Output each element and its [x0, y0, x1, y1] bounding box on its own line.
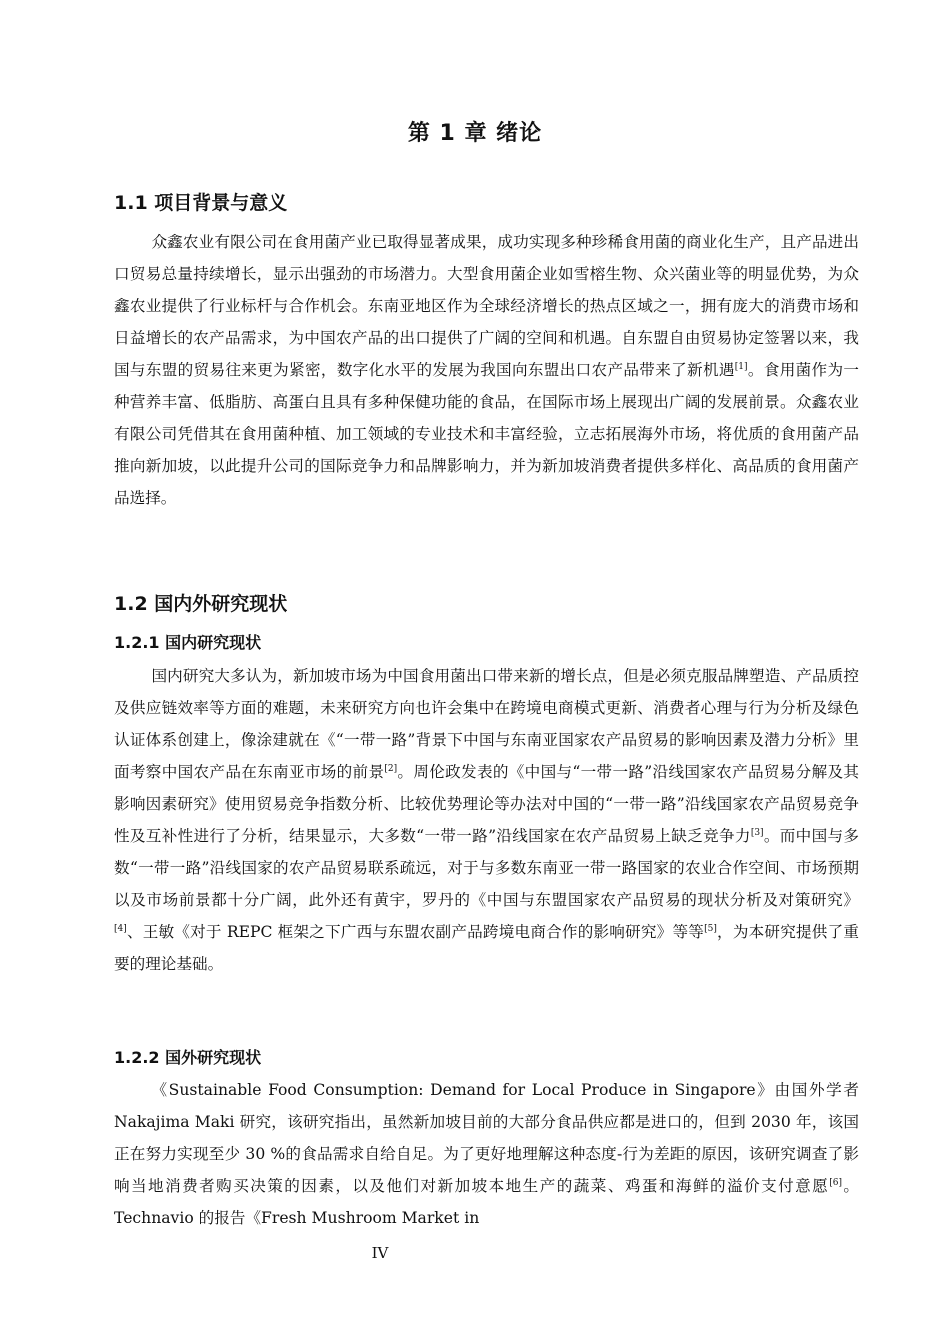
citation-5: [5] — [704, 923, 717, 934]
paragraph-text: 国内研究大多认为，新加坡市场为中国食用菌出口带来新的增长点，但是必须克服品牌塑造、产品质控及供应链效率等方面的难题，未来研究方向也许会集中在跨境电商模式更新、消费者心理与行为分析及绿色认证体系创建上，像涂建就在《“一带一路”背景下中国与东南亚国家农产品贸易的影响因素及潜力分析》里面考察中国农产品在东南亚市场的前景 — [114, 667, 859, 781]
citation-3: [3] — [750, 827, 764, 838]
citation-4: [4] — [114, 923, 127, 934]
paragraph-text: 。而中国与多数“一带一路”沿线国家的农产品贸易联系疏远，对于与多数东南亚一带一路国家的农业合作空间、市场预期以及市场前景都十分广阔，此外还有黄宇，罗丹的《中国与东盟国家农产品贸易的现状分析及对策研究》 — [114, 827, 859, 909]
paragraph-text: 《Sustainable Food Consumption: Demand for Local Produce in Singapore》由国外学者 Nakajima Maki 研究，该研究指出，虽然新加坡目前的大部分食品供应都是进口的，但到 2030 年，该国正在努力实现至少 30 %的食品需求自给自足。为了更好地理解这种态度-行为差距的原因，该研究调查了影响当地消费者购买决策的因素，以及他们对新加坡本地生产的蔬菜、鸡蛋和海鲜的溢价支付意愿 — [114, 1081, 859, 1195]
page-number: IV — [371, 1244, 389, 1262]
section-heading-1-2: 1.2 国内外研究现状 — [114, 593, 288, 615]
paragraph-text: ，为本研究提供了重要的理论基础。 — [114, 923, 859, 973]
paragraph-background — [114, 226, 859, 514]
paragraph-text: 。周伦政发表的《中国与“一带一路”沿线国家农产品贸易分解及其影响因素研究》使用贸易竞争指数分析、比较优势理论等办法对中国的“一带一路”沿线国家农产品贸易竞争性及互补性进行了分析，结果显示，大多数“一带一路”沿线国家在农产品贸易上缺乏竞争力 — [114, 763, 859, 845]
citation-2: [2] — [384, 763, 398, 774]
subsection-heading-1-2-2: 1.2.2 国外研究现状 — [114, 1048, 262, 1067]
paragraph-text: 。食用菌作为一种营养丰富、低脂肪、高蛋白且具有多种保健功能的食品，在国际市场上展现出广阔的发展前景。众鑫农业有限公司凭借其在食用菌种植、加工领域的专业技术和丰富经验，立志拓展海外市场，将优质的食用菌产品推向新加坡，以此提升公司的国际竞争力和品牌影响力，并为新加坡消费者提供多样化、高品质的食用菌产品选择。 — [114, 361, 859, 507]
chapter-title: 第 1 章 绪论 — [407, 121, 543, 146]
citation-1: [1] — [734, 361, 748, 372]
citation-6: [6] — [829, 1177, 842, 1188]
subsection-heading-1-2-1: 1.2.1 国内研究现状 — [114, 633, 262, 652]
paragraph-text: 。Technavio 的报告《Fresh Mushroom Market in — [114, 1177, 859, 1227]
paragraph-text: 众鑫农业有限公司在食用菌产业已取得显著成果，成功实现多种珍稀食用菌的商业化生产，且产品进出口贸易总量持续增长，显示出强劲的市场潜力。大型食用菌企业如雪榕生物、众兴菌业等的明显优势，为众鑫农业提供了行业标杆与合作机会。东南亚地区作为全球经济增长的热点区域之一，拥有庞大的消费市场和日益增长的农产品需求，为中国农产品的出口提供了广阔的空间和机遇。自东盟自由贸易协定签署以来，我国与东盟的贸易往来更为紧密，数字化水平的发展为我国向东盟出口农产品带来了新机遇 — [114, 233, 859, 379]
paragraph-text: 、王敏《对于 REPC 框架之下广西与东盟农副产品跨境电商合作的影响研究》等等 — [126, 923, 705, 941]
paragraph-foreign-research — [114, 1074, 859, 1234]
section-heading-1-1: 1.1 项目背景与意义 — [114, 192, 288, 214]
paragraph-domestic-research — [114, 660, 859, 980]
